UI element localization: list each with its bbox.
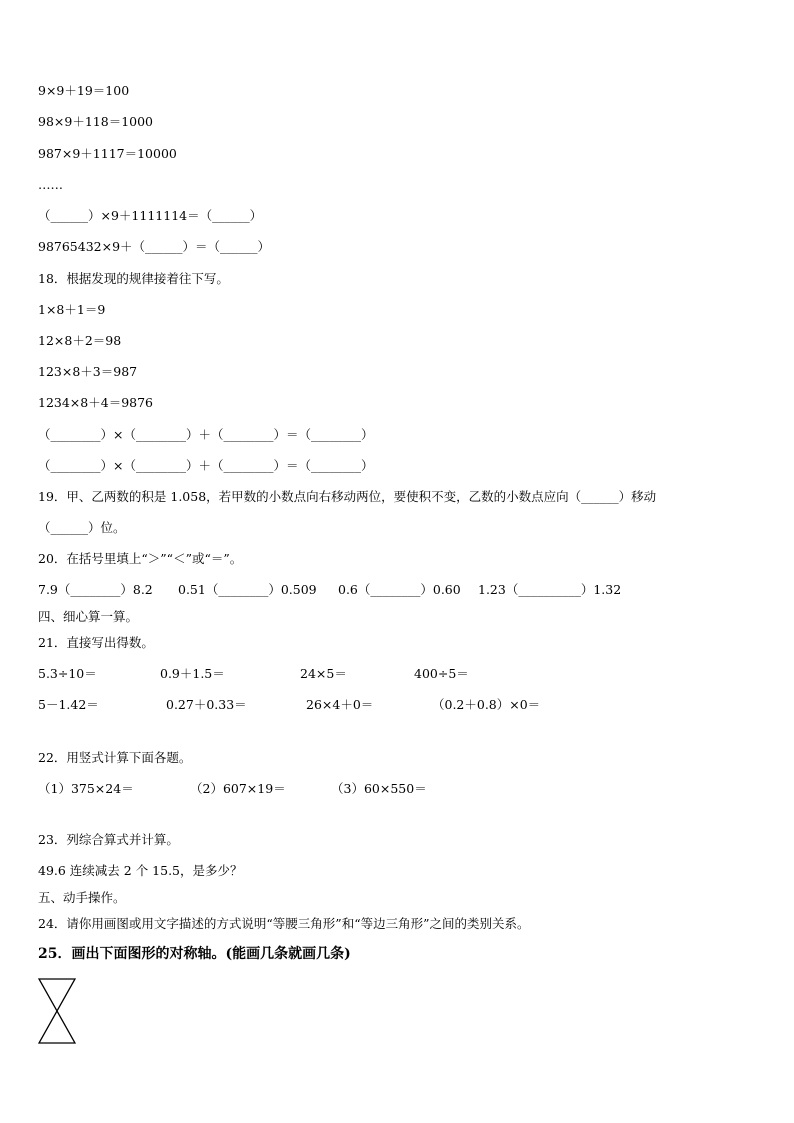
hourglass-outline	[39, 979, 75, 1043]
q21-title: 21．直接写出得数。	[38, 635, 154, 650]
q18-title: 18．根据发现的规律接着往下写。	[38, 271, 229, 286]
q22-title: 22．用竖式计算下面各题。	[38, 750, 192, 765]
q22-item-1: （1）375×24＝	[38, 781, 134, 796]
q21-r2-c1: 5－1.42＝	[38, 697, 99, 712]
q23-title: 23．列综合算式并计算。	[38, 832, 179, 847]
section-5-title: 五、动手操作。	[38, 890, 126, 905]
q18-line-3: 123×8＋3＝987	[38, 364, 138, 379]
q21-r2-c3: 26×4＋0＝	[306, 697, 374, 712]
section-4-title: 四、细心算一算。	[38, 609, 139, 624]
q18-line-1: 1×8＋1＝9	[38, 302, 106, 317]
q21-r1-c1: 5.3÷10＝	[38, 666, 97, 681]
q18-line-4: 1234×8＋4＝9876	[38, 395, 154, 410]
q23-text: 49.6 连续减去 2 个 15.5，是多少？	[38, 863, 243, 878]
q20-item-1: 7.9（________）8.2	[38, 582, 153, 597]
q25-text: 25．画出下面图形的对称轴。(能画几条就画几条)	[38, 946, 351, 962]
q21-r2-c2: 0.27＋0.33＝	[166, 697, 247, 712]
q20-title: 20．在括号里填上“＞”“＜”或“＝”。	[38, 551, 243, 566]
q21-r1-c3: 24×5＝	[300, 666, 347, 681]
q21-r2-c4: （0.2＋0.8）×0＝	[432, 697, 541, 712]
q20-item-3: 0.6（________）0.60	[338, 582, 461, 597]
pattern-a-blank-line-1: （______）×9＋1111114＝（______）	[38, 208, 263, 223]
q18-line-2: 12×8＋2＝98	[38, 333, 122, 348]
pattern-a-blank-line-2: 98765432×9＋（______）＝（______）	[38, 239, 271, 254]
q22-item-3: （3）60×550＝	[331, 781, 427, 796]
q21-r1-c4: 400÷5＝	[414, 666, 469, 681]
q19-line-2: （______）位。	[38, 520, 126, 535]
q18-blank-line-2: （________）×（________）＋（________）＝（________）	[38, 458, 374, 473]
q20-item-4: 1.23（__________）1.32	[478, 582, 622, 597]
hourglass-figure	[38, 978, 76, 1044]
pattern-a-line-2: 98×9＋118＝1000	[38, 114, 154, 129]
pattern-a-ellipsis: ……	[38, 177, 63, 192]
q18-blank-line-1: （________）×（________）＋（________）＝（________）	[38, 427, 374, 442]
q19-line-1: 19．甲、乙两数的积是 1.058，若甲数的小数点向右移动两位，要使积不变，乙数的小数点应向（______）移动	[38, 489, 657, 504]
pattern-a-line-1: 9×9＋19＝100	[38, 83, 130, 98]
q24-text: 24．请你用画图或用文字描述的方式说明“等腰三角形”和“等边三角形”之间的类别关系。	[38, 916, 530, 931]
q22-item-2: （2）607×19＝	[190, 781, 286, 796]
pattern-a-line-3: 987×9＋1117＝10000	[38, 146, 177, 161]
q20-item-2: 0.51（________）0.509	[178, 582, 317, 597]
q21-r1-c2: 0.9＋1.5＝	[160, 666, 225, 681]
